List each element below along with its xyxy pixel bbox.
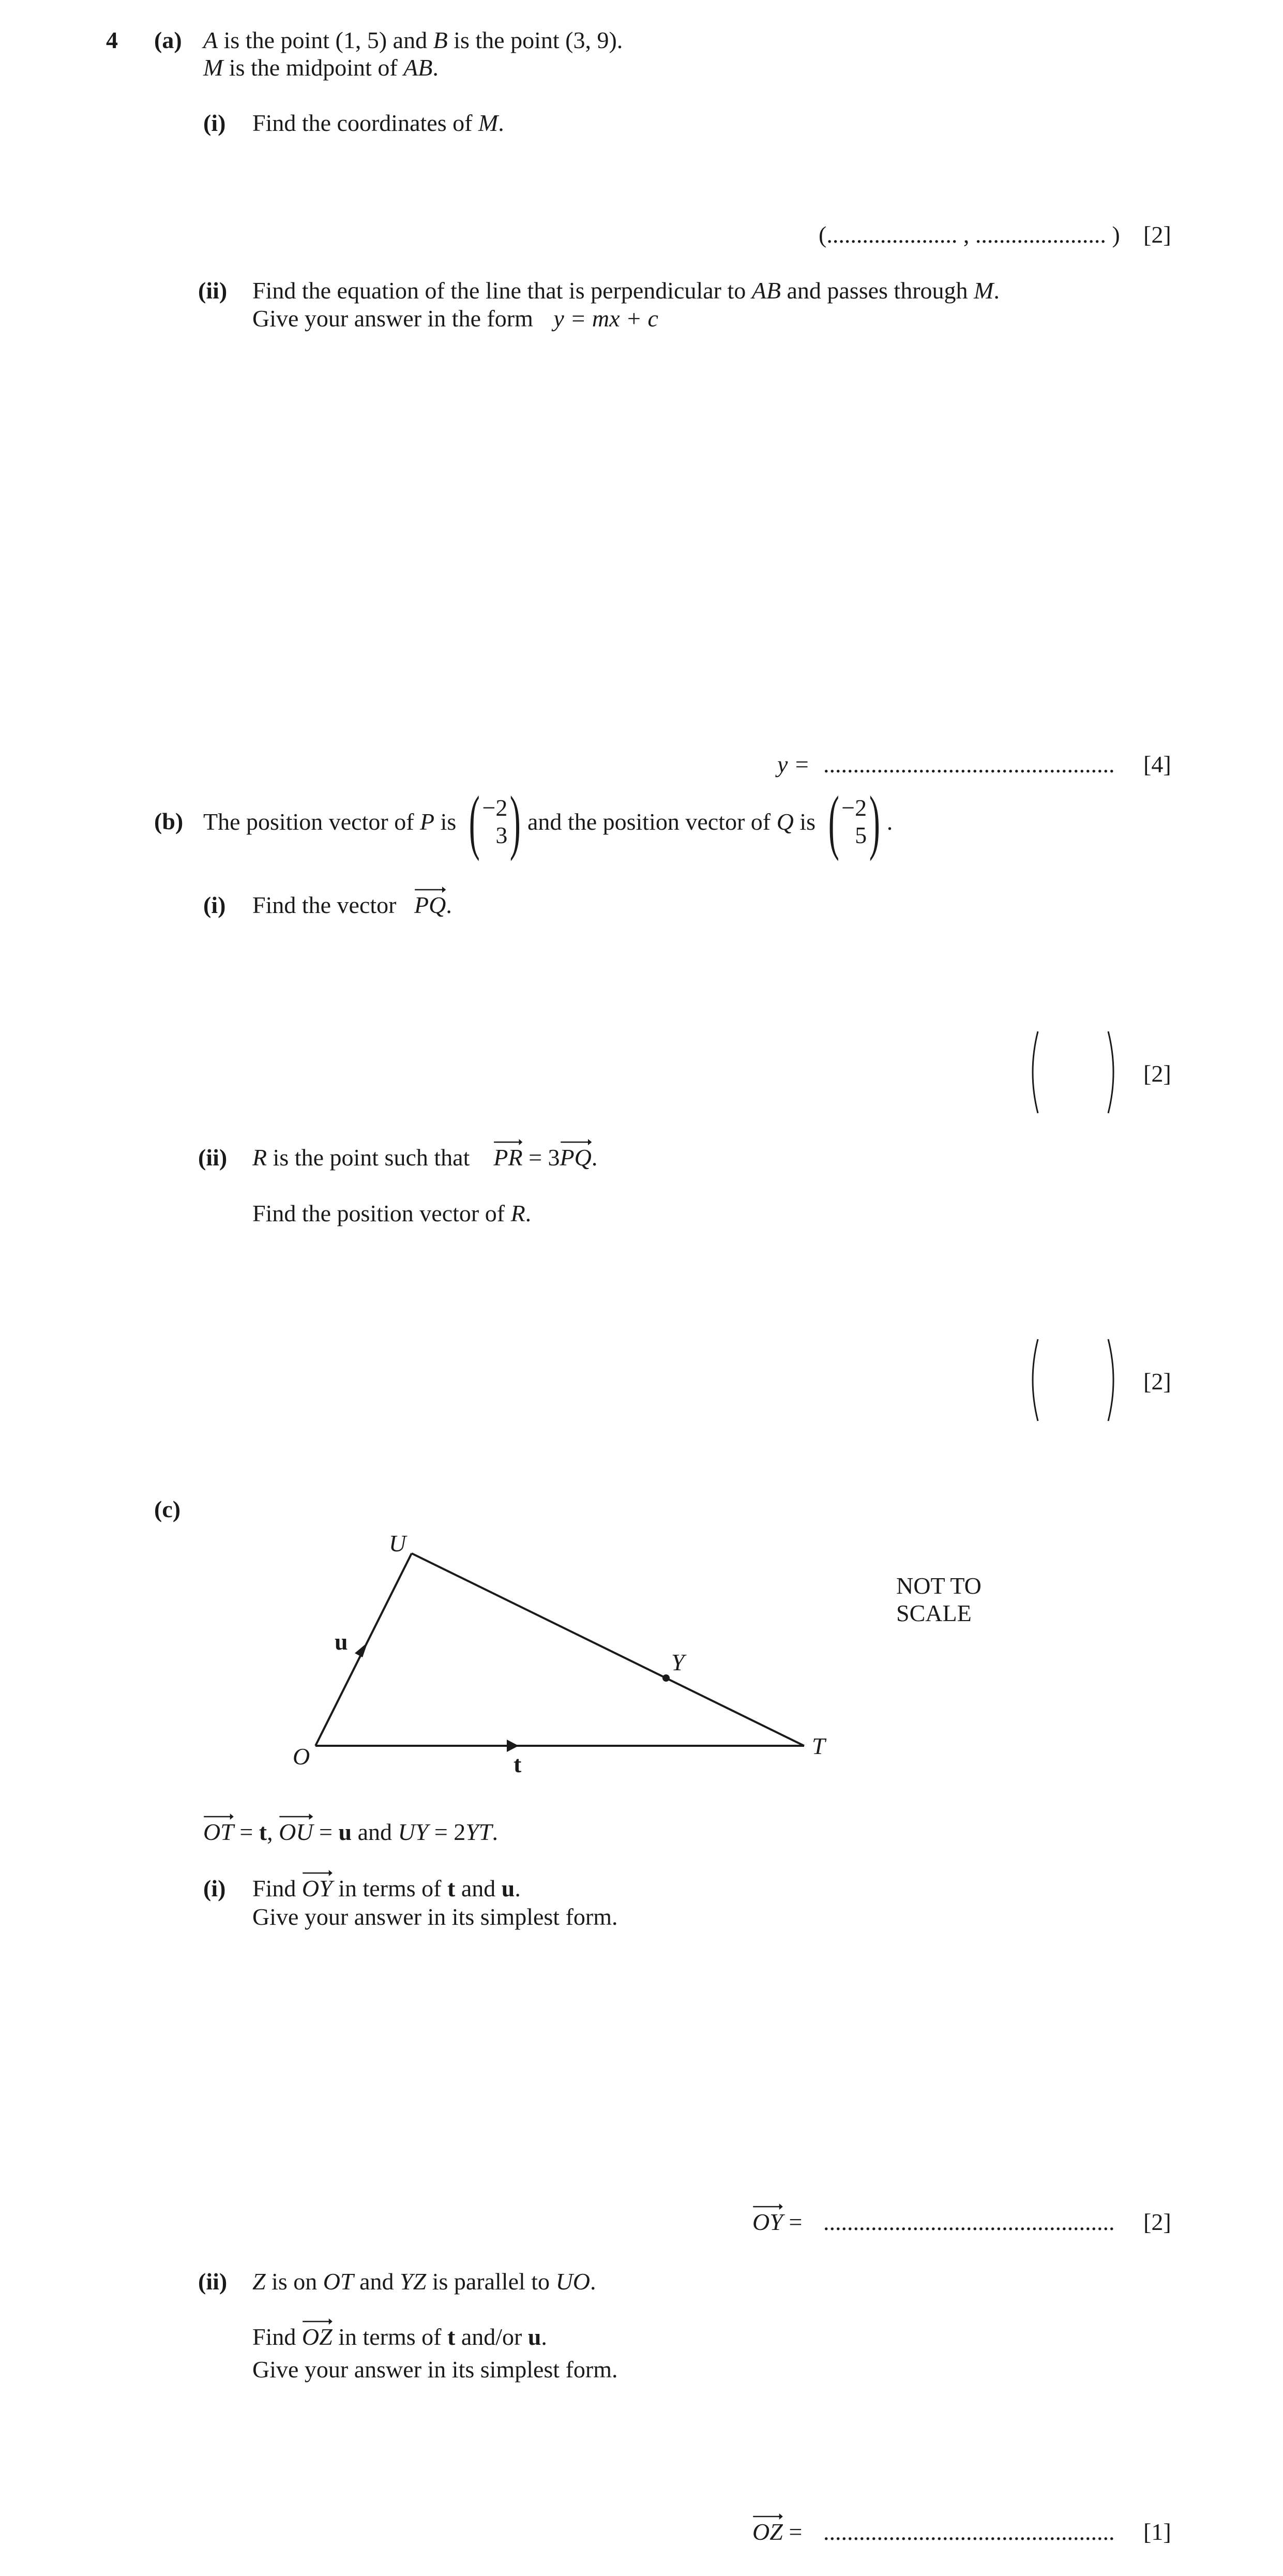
part-c-ii-line1 [252, 2268, 596, 2296]
form-instruction: Give your answer in the form [252, 305, 533, 332]
point-r: R [510, 1200, 525, 1226]
part-c-i-line1 [252, 1869, 521, 1903]
bold-t: t [259, 1819, 267, 1845]
statement-text: The position vector of [203, 808, 414, 835]
bold-u: u [527, 2324, 541, 2350]
left-paren-icon: ( [469, 782, 480, 862]
segment-uo: UO [555, 2268, 591, 2295]
period: . [541, 2324, 547, 2350]
period: . [591, 1144, 598, 1171]
vector-pr-text: PR [493, 1144, 523, 1171]
find-text: Find [252, 2324, 296, 2350]
right-paren-icon: ) [510, 782, 521, 862]
answer-oy-prefix [752, 2203, 802, 2236]
q-vector-x: −2 [841, 795, 867, 821]
period: . [515, 1875, 521, 1901]
vector-oz [752, 2512, 783, 2546]
statement-text: and the position vector of [527, 808, 771, 835]
part-a-i-label: (i) [203, 110, 226, 136]
question-text: Find the equation of the line that is perpendicular to [252, 277, 752, 304]
bold-t: t [447, 2324, 456, 2350]
vector-oy [752, 2203, 783, 2236]
point-p: P [420, 808, 435, 835]
vector-ot [203, 1813, 234, 1846]
part-c-label: (c) [154, 1496, 181, 1522]
and-text: and [352, 1819, 398, 1845]
question-text: Find the coordinates of [252, 110, 478, 136]
point-m: M [478, 110, 499, 136]
comma: , [267, 1819, 279, 1845]
marks-b-i: [2] [1143, 1060, 1171, 1087]
bold-u: u [338, 1819, 352, 1845]
vector-oz-text: OZ [301, 2324, 333, 2350]
question-text: and passes through [780, 277, 974, 304]
point-m: M [203, 54, 223, 81]
side-ut [412, 1553, 804, 1746]
segment-ot: OT [323, 2268, 354, 2295]
question-text: Find the position vector of [252, 1200, 511, 1226]
part-c-ii-line3: Give your answer in its simplest form. [252, 2356, 618, 2383]
note-line1: NOT TO [896, 1572, 982, 1599]
in-terms-text: in terms of [332, 2324, 447, 2350]
intro-text-end: is the point (3, 9). [447, 27, 623, 53]
equals: = [782, 2209, 803, 2235]
point-y-dot [662, 1674, 670, 1682]
label-u: U [389, 1530, 406, 1556]
vector-ot-text: OT [203, 1819, 234, 1845]
question-text: Find the vector [252, 892, 397, 918]
intro-text: is the point (1, 5) and [218, 27, 433, 53]
marks-c-i: [2] [1143, 2209, 1171, 2235]
label-vector-u: u [335, 1628, 348, 1655]
period: . [525, 1200, 532, 1226]
part-c-i-line2: Give your answer in its simplest form. [252, 1904, 618, 1930]
bold-t: t [447, 1875, 456, 1901]
and-or-text: and/or [455, 2324, 528, 2350]
part-b-i-label: (i) [203, 892, 226, 918]
point-q: Q [776, 808, 794, 835]
part-c-given [203, 1813, 498, 1846]
equation-answer-line[interactable]: ................................................. [823, 751, 1115, 777]
vector-pq-text: PQ [560, 1144, 592, 1171]
vector-oz-text: OZ [752, 2519, 783, 2545]
label-vector-t: t [514, 1751, 522, 1777]
coordinates-answer-line[interactable]: (...................... , ...................... ) [819, 221, 1120, 248]
vector-oy [302, 1869, 333, 1903]
is-text: is [440, 808, 457, 835]
in-terms-text: in terms of [332, 1875, 447, 1901]
period: . [432, 54, 439, 81]
is-text: is [799, 808, 816, 835]
question-number: 4 [106, 27, 118, 53]
text: is on [265, 2268, 323, 2295]
note-line2: SCALE [896, 1599, 972, 1626]
form-equation: y = mx + c [553, 305, 658, 332]
vector-oy-text: OY [752, 2209, 783, 2235]
segment-yt: YT [465, 1819, 492, 1845]
marks-c-ii: [1] [1143, 2519, 1171, 2545]
period: . [498, 110, 504, 136]
part-c-ii-line2 [252, 2317, 547, 2351]
label-t: T [812, 1733, 825, 1759]
segment-ab: AB [403, 54, 433, 81]
part-c-ii-label: (ii) [198, 2268, 228, 2295]
period: . [993, 277, 1000, 304]
equals: = [313, 1819, 339, 1845]
part-b-label: (b) [154, 808, 184, 834]
equals: = [782, 2519, 803, 2545]
q-vector-y: 5 [855, 822, 867, 848]
period: . [590, 2268, 596, 2295]
p-vector-y: 3 [495, 822, 508, 848]
point-b: B [433, 27, 448, 53]
label-o: O [293, 1743, 310, 1770]
midpoint-text: is the midpoint of [223, 54, 404, 81]
period: . [492, 1819, 498, 1845]
answer-oz-prefix [752, 2512, 802, 2546]
vector-ou [279, 1813, 313, 1846]
period: . [886, 808, 893, 835]
period: . [446, 892, 452, 918]
arrow-u-icon [355, 1642, 368, 1657]
part-b-ii-label: (ii) [198, 1144, 228, 1171]
answer-y-prefix: y = [777, 751, 810, 777]
point-r: R [252, 1144, 267, 1171]
label-y: Y [671, 1649, 685, 1675]
not-to-scale-note [896, 1572, 982, 1627]
question-text: is the point such that [273, 1144, 470, 1171]
part-c-i-label: (i) [203, 1875, 226, 1901]
point-z: Z [252, 2268, 266, 2295]
equals-three: = 3 [522, 1144, 560, 1171]
segment-yz: YZ [400, 2268, 427, 2295]
point-m: M [974, 277, 994, 304]
vector-oy-text: OY [301, 1875, 333, 1901]
vector-pq-text: PQ [414, 892, 446, 918]
marks-a-ii: [4] [1143, 751, 1171, 777]
equals-two: = 2 [428, 1819, 466, 1845]
bold-u: u [501, 1875, 515, 1901]
text: is parallel to [426, 2268, 556, 2295]
marks-a-i: [2] [1143, 221, 1171, 248]
left-paren-icon: ( [828, 782, 839, 862]
part-a-label: (a) [154, 27, 182, 53]
vector-ou-text: OU [279, 1819, 313, 1845]
and-text: and [455, 1875, 502, 1901]
text: and [353, 2268, 400, 2295]
right-paren-icon: ) [869, 782, 880, 862]
part-a-ii-label: (ii) [198, 277, 228, 304]
oz-answer-line[interactable]: ................................................. [823, 2519, 1115, 2545]
arrow-t-icon [507, 1740, 519, 1752]
oy-answer-line[interactable]: ................................................. [823, 2209, 1115, 2235]
segment-uy: UY [398, 1819, 429, 1845]
marks-b-ii: [2] [1143, 1368, 1171, 1395]
segment-ab: AB [751, 277, 781, 304]
find-text: Find [252, 1875, 296, 1901]
vector-oz [302, 2317, 333, 2351]
p-vector-x: −2 [482, 795, 508, 821]
point-a: A [203, 27, 218, 53]
equals: = [233, 1819, 259, 1845]
